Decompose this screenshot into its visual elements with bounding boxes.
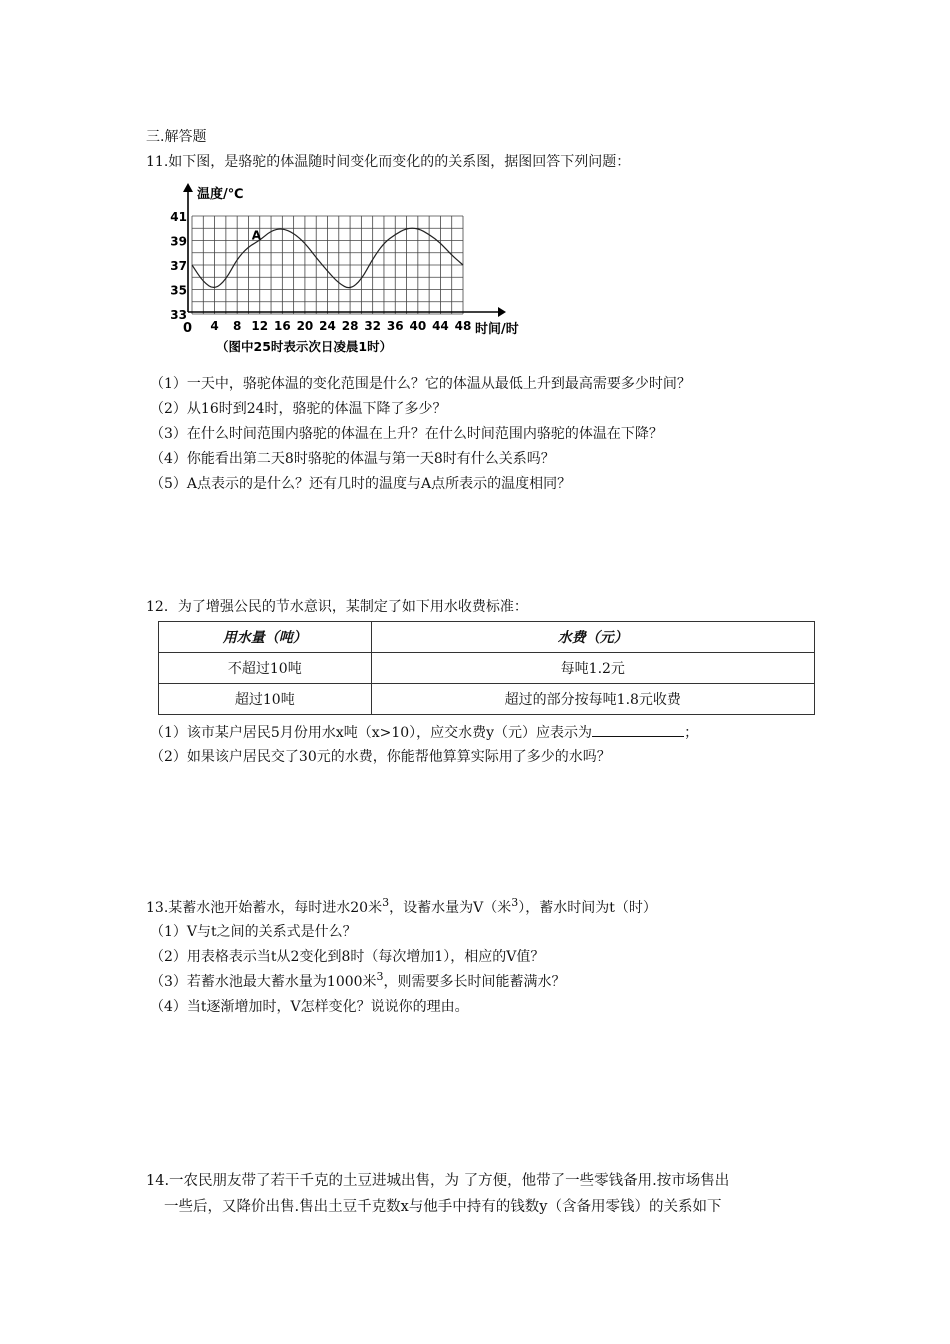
x-tick-label: 24 <box>319 319 336 333</box>
x-tick-label: 16 <box>273 319 291 333</box>
q12-stem: 12．为了增强公民的节水意识，某制定了如下用水收费标准： <box>146 599 528 615</box>
q13-stem-b: ，设蓄水量为V（米 <box>389 900 512 916</box>
q13-part-3-a: （3）若蓄水池最大蓄水量为1000米 <box>150 974 377 990</box>
q13-part-4: （4）当t逐渐增加时，V怎样变化？说说你的理由。 <box>150 999 469 1015</box>
q11-stem: 11.如下图，是骆驼的体温随时间变化而变化的的关系图，据图回答下列问题： <box>146 154 631 170</box>
y-tick-label: 37 <box>170 259 187 273</box>
q13-stem-a: 13.某蓄水池开始蓄水，每时进水20米 <box>146 900 383 916</box>
superscript: 3 <box>511 896 519 909</box>
x-tick-label: 28 <box>341 319 359 333</box>
table-cell: 超过10吨 <box>159 684 372 715</box>
x-tick-label: 8 <box>232 319 242 333</box>
superscript: 3 <box>382 896 390 909</box>
y-tick-label: 41 <box>170 210 187 224</box>
chart-caption: （图中25时表示次日凌晨1时） <box>216 339 393 354</box>
x-axis-arrow <box>498 307 506 317</box>
x-tick-label: 32 <box>364 319 382 333</box>
y-tick-label: 39 <box>170 234 187 249</box>
table-cell: 不超过10吨 <box>159 653 372 684</box>
table-header-fee: 水费（元） <box>371 622 814 653</box>
q11-part-4: （4）你能看出第二天8时骆驼的体温与第一天8时有什么关系吗？ <box>150 451 555 467</box>
q13-part-3-b: ，则需要多长时间能蓄满水？ <box>383 974 566 990</box>
camel-temperature-chart <box>160 178 540 358</box>
water-fee-table <box>158 621 815 715</box>
y-axis-arrow <box>183 183 193 192</box>
x-axis-label: 时间/时 <box>475 322 519 337</box>
q14-line-1: 14.一农民朋友带了若干千克的土豆进城出售，为 了方便，他带了一些零钱备用.按市场售出 <box>146 1173 730 1189</box>
q12-part-2: （2）如果该户居民交了30元的水费，你能帮他算算实际用了多少的水吗？ <box>150 749 611 765</box>
y-axis-label: 温度/℃ <box>197 187 244 202</box>
x-tick-label: 4 <box>210 319 219 333</box>
y-tick-label: 33 <box>170 308 187 322</box>
q13-stem-c: ），蓄水时间为t（时） <box>518 900 657 916</box>
q11-part-5: （5）A点表示的是什么？还有几时的温度与A点所表示的温度相同？ <box>150 476 572 492</box>
q11-part-3: （3）在什么时间范围内骆驼的体温在上升？在什么时间范围内骆驼的体温在下降？ <box>150 426 663 442</box>
q12-part-1-end: ； <box>684 725 699 741</box>
q13-stem <box>146 898 657 919</box>
q11-part-2: （2）从16时到24时，骆驼的体温下降了多少？ <box>150 401 447 417</box>
q13-part-3 <box>150 972 566 993</box>
q14-line-2: 一些后，又降价出售.售出土豆千克数x与他手中持有的钱数y（含备用零钱）的关系如下 <box>164 1199 722 1215</box>
q11-part-1: （1）一天中，骆驼体温的变化范围是什么？它的体温从最低上升到最高需要多少时间？ <box>150 376 691 392</box>
table-cell: 超过的部分按每吨1.8元收费 <box>371 684 814 715</box>
superscript: 3 <box>376 970 384 983</box>
x-tick-label: 36 <box>386 319 404 333</box>
q12-part-1-text: （1）该市某户居民5月份用水x吨（x>10），应交水费y（元）应表示为 <box>150 725 593 741</box>
q13-part-1: （1）V与t之间的关系式是什么？ <box>150 924 357 940</box>
table-row <box>159 653 815 684</box>
x-tick-label: 40 <box>409 319 427 333</box>
x-tick-label: 20 <box>296 319 314 333</box>
table-row <box>159 684 815 715</box>
answer-blank <box>592 722 684 737</box>
table-cell: 每吨1.2元 <box>371 653 814 684</box>
x-tick-label: 12 <box>251 319 269 333</box>
table-header-row <box>159 622 815 653</box>
q13-part-2: （2）用表格表示当t从2变化到8时（每次增加1），相应的V值？ <box>150 949 545 965</box>
table-header-usage: 用水量（吨） <box>159 622 372 653</box>
q12-part-1 <box>150 722 698 743</box>
point-a-label: A <box>251 228 262 243</box>
x-tick-label: 44 <box>432 319 449 333</box>
y-tick-label: 35 <box>170 283 187 298</box>
x-tick-label: 48 <box>454 319 472 333</box>
origin-label: 0 <box>183 321 193 336</box>
section-title: 三.解答题 <box>146 129 207 145</box>
